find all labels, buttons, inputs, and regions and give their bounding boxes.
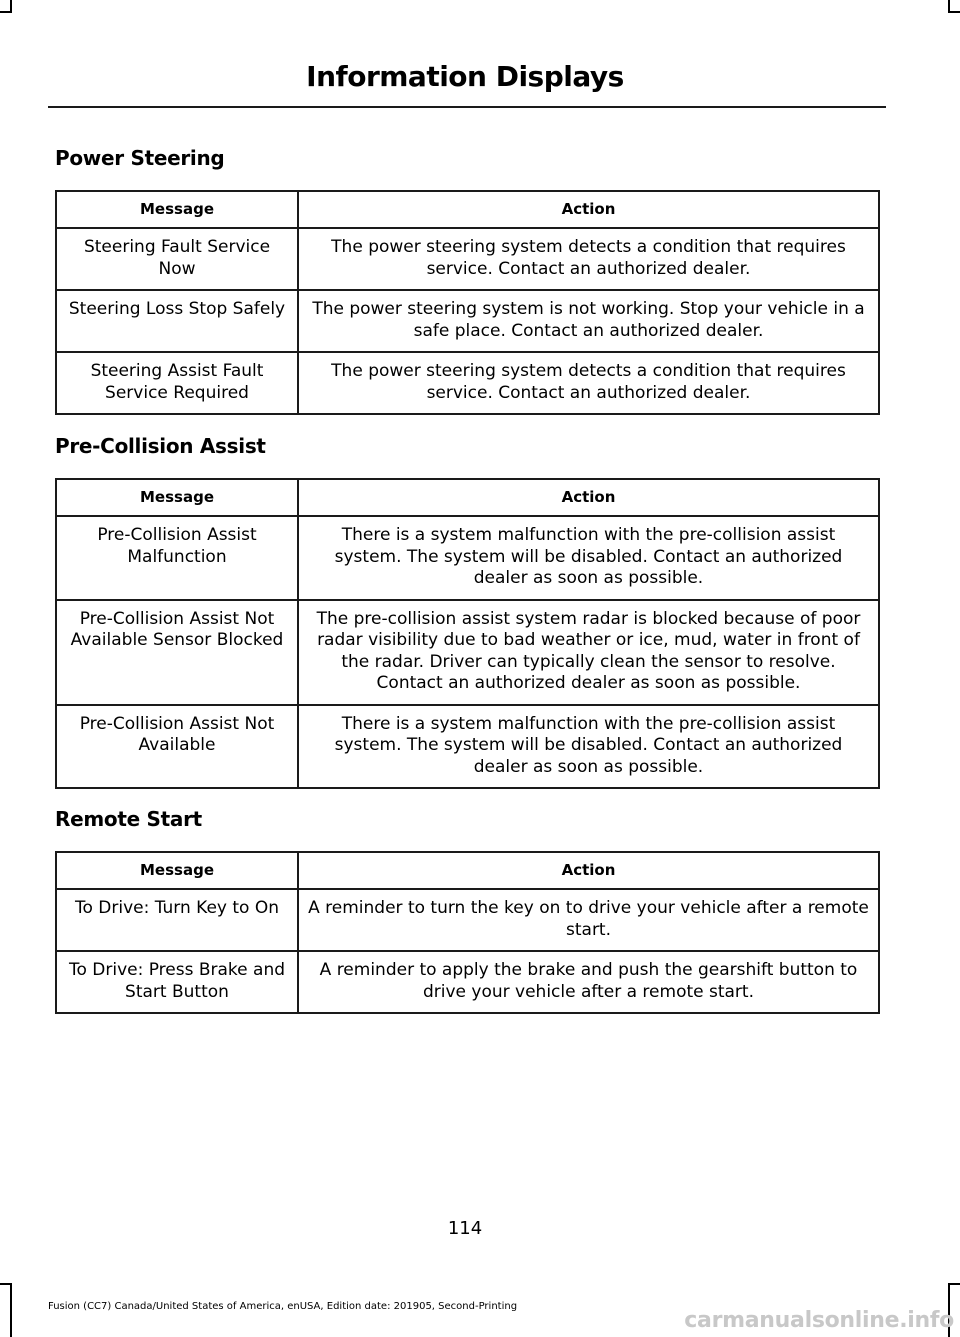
crop-mark-bottom-left: [10, 1283, 12, 1337]
message-cell: Pre-Collision Assist Not Available: [56, 705, 298, 789]
action-cell: The power steering system detects a condition that requires service. Contact an authorized dealer.: [298, 228, 879, 290]
section-heading-remote-start: Remote Start: [55, 807, 202, 831]
action-cell: The power steering system is not working. Stop your vehicle in a safe place. Contact an authorized dealer.: [298, 290, 879, 352]
header-rule: [48, 106, 886, 108]
table-header-row: [56, 852, 879, 889]
action-cell: The power steering system detects a condition that requires service. Contact an authorized dealer.: [298, 352, 879, 414]
table-row: [56, 352, 879, 414]
table-header-row: [56, 479, 879, 516]
crop-mark-bottom-right: [948, 1283, 960, 1285]
message-cell: To Drive: Turn Key to On: [56, 889, 298, 951]
remote-start-table: [55, 851, 880, 1014]
power-steering-table: [55, 190, 880, 415]
table-row: [56, 290, 879, 352]
table-row: [56, 705, 879, 789]
table-header-row: [56, 191, 879, 228]
message-cell: Steering Loss Stop Safely: [56, 290, 298, 352]
crop-mark-bottom-left: [0, 1283, 12, 1285]
table-row: [56, 516, 879, 600]
message-column-header: Message: [56, 191, 298, 228]
message-cell: Pre-Collision Assist Malfunction: [56, 516, 298, 600]
crop-mark-top-right: [948, 11, 960, 13]
message-cell: Steering Assist Fault Service Required: [56, 352, 298, 414]
page-title: Information Displays: [306, 60, 624, 93]
message-cell: To Drive: Press Brake and Start Button: [56, 951, 298, 1013]
action-cell: A reminder to turn the key on to drive your vehicle after a remote start.: [298, 889, 879, 951]
action-column-header: Action: [298, 479, 879, 516]
action-cell: The pre-collision assist system radar is blocked because of poor radar visibility due to bad weather or ice, mud, water in front of the radar. Driver can typically clean the sensor to resolve. Contact an authorized dealer as soon as possible.: [298, 600, 879, 705]
message-cell: Pre-Collision Assist Not Available Sensor Blocked: [56, 600, 298, 705]
action-column-header: Action: [298, 191, 879, 228]
message-column-header: Message: [56, 479, 298, 516]
message-cell: Steering Fault Service Now: [56, 228, 298, 290]
pre-collision-assist-table: [55, 478, 880, 789]
table-row: [56, 951, 879, 1013]
crop-mark-top-left: [0, 11, 12, 13]
table-row: [56, 889, 879, 951]
table-row: [56, 228, 879, 290]
footer-edition-info: Fusion (CC7) Canada/United States of America, enUSA, Edition date: 201905, Second-Printing: [48, 1301, 518, 1312]
table-row: [56, 600, 879, 705]
action-cell: A reminder to apply the brake and push the gearshift button to drive your vehicle after a remote start.: [298, 951, 879, 1013]
page-number: 114: [447, 1218, 483, 1239]
action-cell: There is a system malfunction with the pre-collision assist system. The system will be disabled. Contact an authorized dealer as soon as possible.: [298, 705, 879, 789]
action-column-header: Action: [298, 852, 879, 889]
section-heading-pre-collision-assist: Pre-Collision Assist: [55, 434, 266, 458]
section-heading-power-steering: Power Steering: [55, 146, 225, 170]
action-cell: There is a system malfunction with the pre-collision assist system. The system will be disabled. Contact an authorized dealer as soon as possible.: [298, 516, 879, 600]
message-column-header: Message: [56, 852, 298, 889]
watermark: carmanualsonline.info: [684, 1308, 954, 1333]
